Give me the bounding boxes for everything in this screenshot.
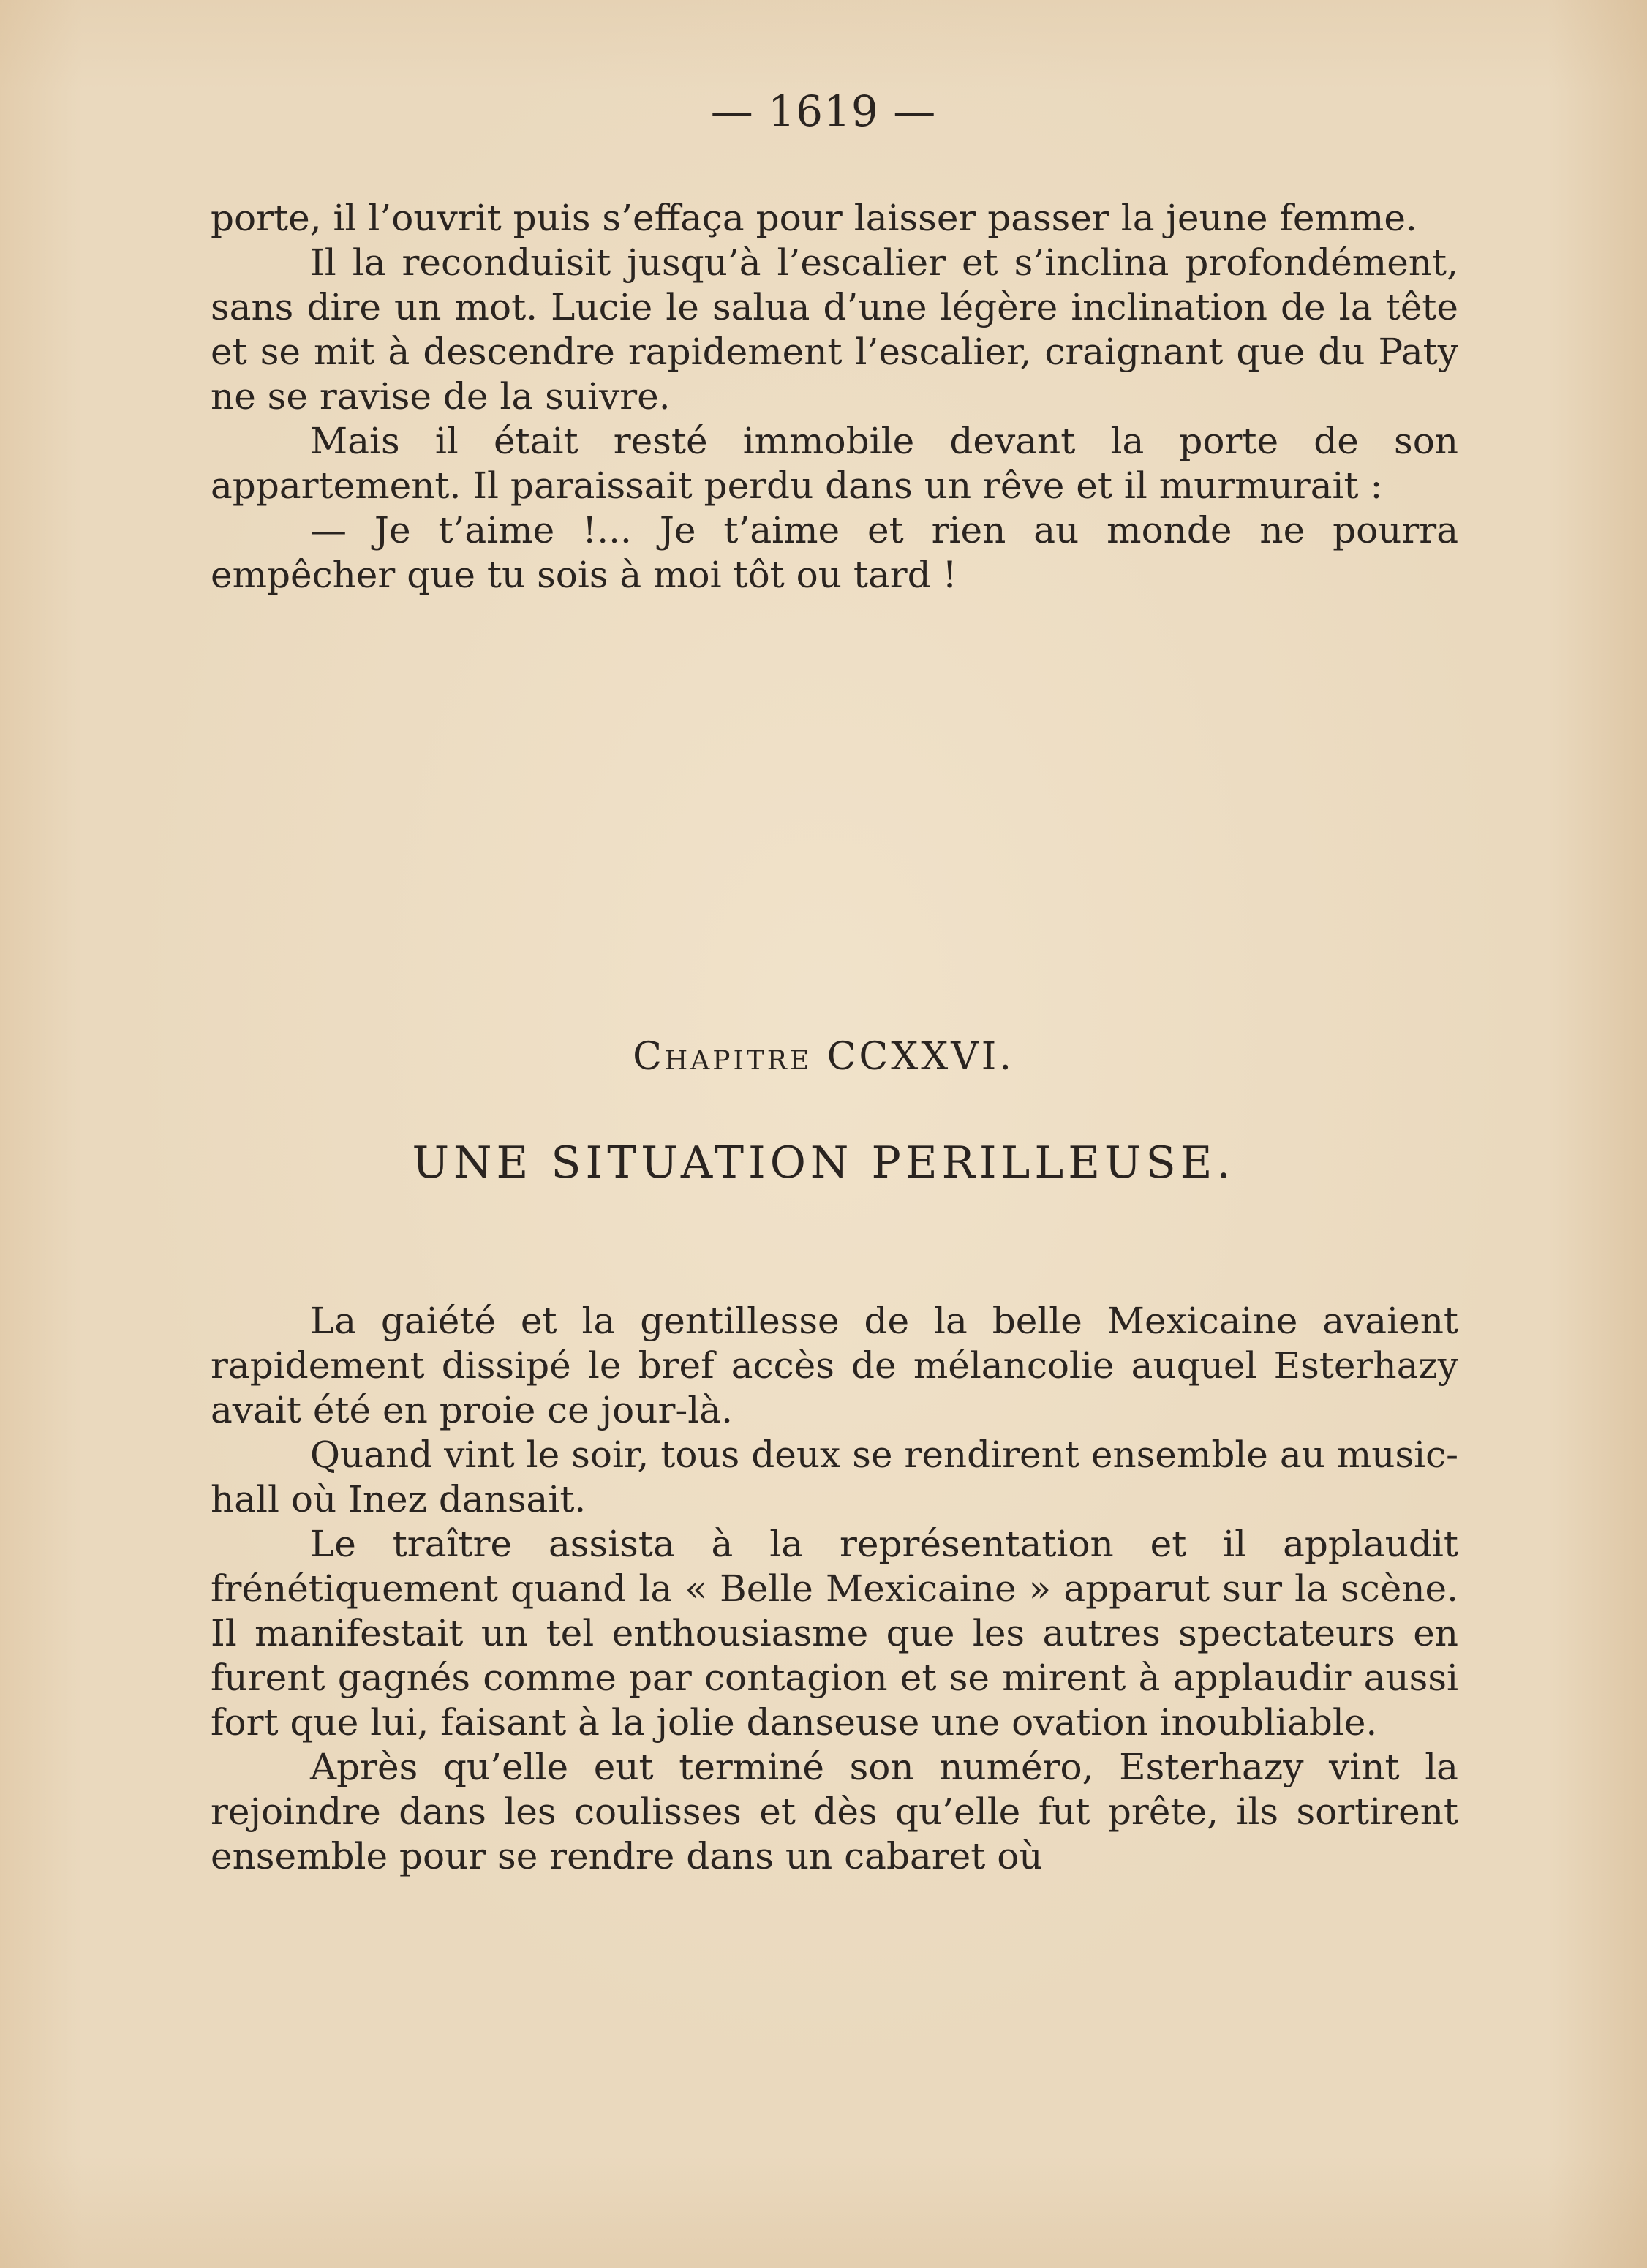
paragraph: — Je t’aime !... Je t’aime et rien au monde ne pourra empêcher que tu sois à moi tôt ou tard ! bbox=[211, 509, 1458, 596]
page-number: — 1619 — bbox=[710, 86, 937, 136]
paragraph: Il la reconduisit jusqu’à l’escalier et s’inclina profondément, sans dire un mot. Lucie le salua d’une légère inclination de la tête et se mit à descendre rapidement l’escalier, craignant que du Paty ne se ravise de la suivre. bbox=[211, 241, 1458, 418]
paragraph: Mais il était resté immobile devant la porte de son appartement. Il paraissait perdu dans un rêve et il murmurait : bbox=[211, 420, 1458, 507]
paragraph: Le traître assista à la représentation et il applaudit frénétiquement quand la « Belle Mexicaine » apparut sur la scène. Il manifestait un tel enthousiasme que les autres spectateurs en furent gagnés comme par contagion et se mirent à applaudir aussi fort que lui, faisant à la jolie danseuse une ovation inoubliable. bbox=[211, 1523, 1458, 1744]
bottom-text-block bbox=[211, 1299, 1458, 1879]
chapter-heading: Chapitre CCXXVI. bbox=[633, 1035, 1014, 1079]
paragraph: La gaiété et la gentillesse de la belle Mexicaine avaient rapidement dissipé le bref accès de mélancolie auquel Esterhazy avait été en proie ce jour-là. bbox=[211, 1300, 1458, 1431]
chapter-title: UNE SITUATION PERILLEUSE. bbox=[412, 1137, 1235, 1188]
paragraph: Quand vint le soir, tous deux se rendirent ensemble au music-hall où Inez dansait. bbox=[211, 1433, 1458, 1521]
paragraph: Après qu’elle eut terminé son numéro, Esterhazy vint la rejoindre dans les coulisses et dès qu’elle fut prête, ils sortirent ensemble pour se rendre dans un cabaret où bbox=[211, 1746, 1458, 1877]
top-text-block bbox=[211, 196, 1458, 598]
paragraph: porte, il l’ouvrit puis s’effaça pour laisser passer la jeune femme. bbox=[211, 197, 1417, 239]
